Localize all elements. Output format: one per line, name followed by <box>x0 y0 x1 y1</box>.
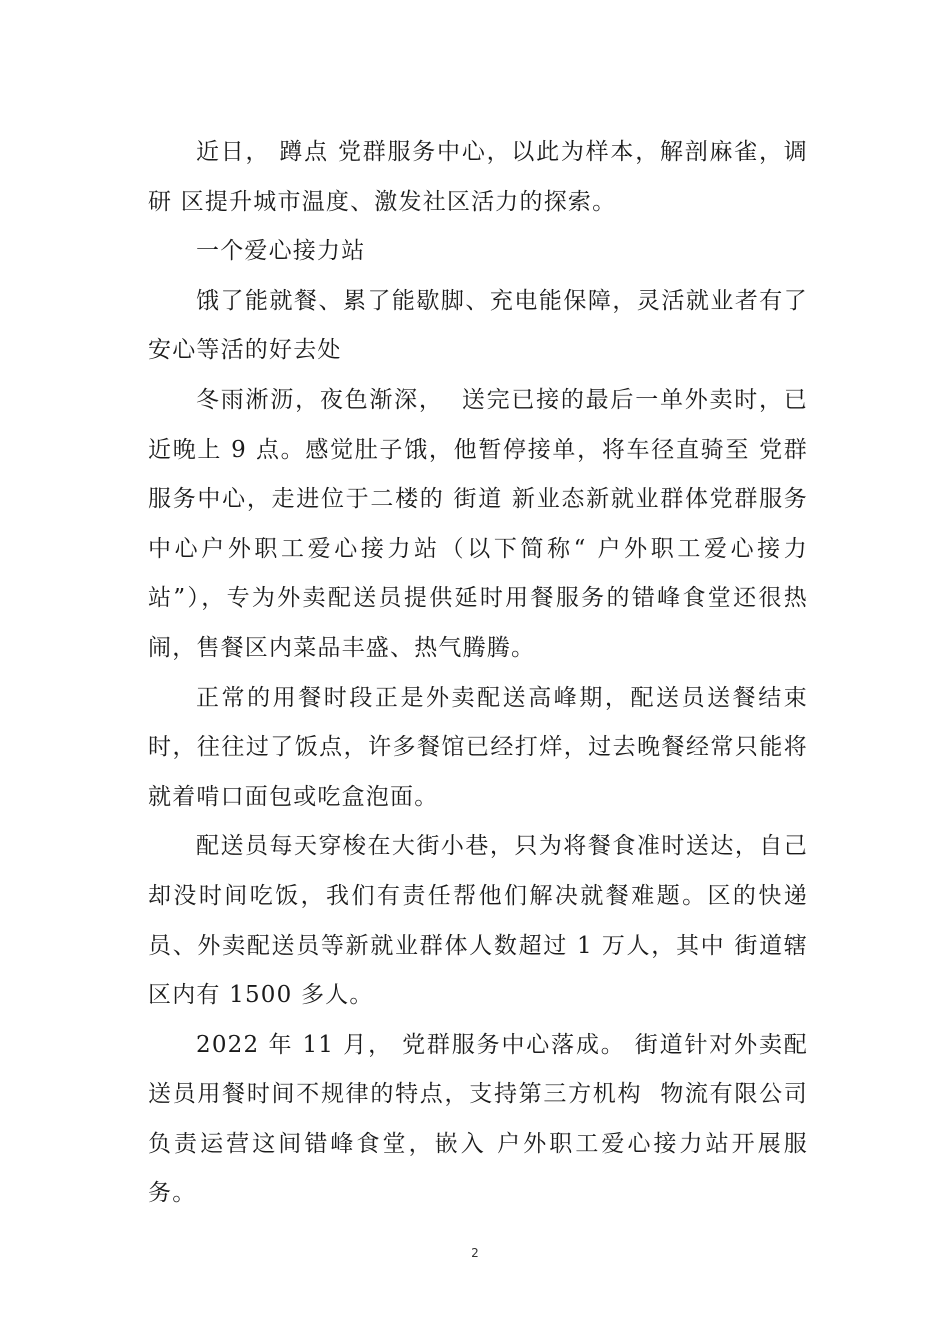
section-heading: 一个爱心接力站 <box>196 238 366 265</box>
section-subheading: 饿了能就餐、累了能歇脚、充电能保障，灵活就业者有了安心等活的好去处 <box>148 287 808 364</box>
paragraph-intro: 近日， 蹲点 党群服务中心，以此为样本，解剖麻雀，调研 区提升城市温度、激发社区活力的探索。 <box>148 139 808 215</box>
paragraph-peak-hours: 正常的用餐时段正是外卖配送高峰期，配送员送餐结束时，往往过了饭点，许多餐馆已经打烊，过去晚餐经常只能将就着啃口面包或吃盒泡面。 <box>148 684 808 810</box>
paragraph-responsibility: 配送员每天穿梭在大街小巷，只为将餐食准时送达，自己却没时间吃饭，我们有责任帮他们解决就餐难题。区的快递员、外卖配送员等新就业群体人数超过 1 万人，其中 街道辖区内有 1500 多人。 <box>148 833 808 1009</box>
paragraph-canteen-launch: 2022 年 11 月， 党群服务中心落成。 街道针对外卖配送员用餐时间不规律的特点，支持第三方机构 物流有限公司负责运营这间错峰食堂，嵌入 户外职工爱心接力站开展服务。 <box>148 1031 808 1207</box>
paragraph-story: 冬雨淅沥，夜色渐深， 送完已接的最后一单外卖时，已近晚上 9 点。感觉肚子饿，他暂停接单，将车径直骑至 党群服务中心，走进位于二楼的 街道 新业态新就业群体党群服务中心户外职工爱心接力站（以下简称“ 户外职工爱心接力站”），专为外卖配送员提供延时用餐服务的错峰食堂还很热闹，售餐区内菜品丰盛、热气腾腾。 <box>148 386 808 661</box>
page-number: 2 <box>471 1246 479 1260</box>
document-body <box>148 128 808 1219</box>
